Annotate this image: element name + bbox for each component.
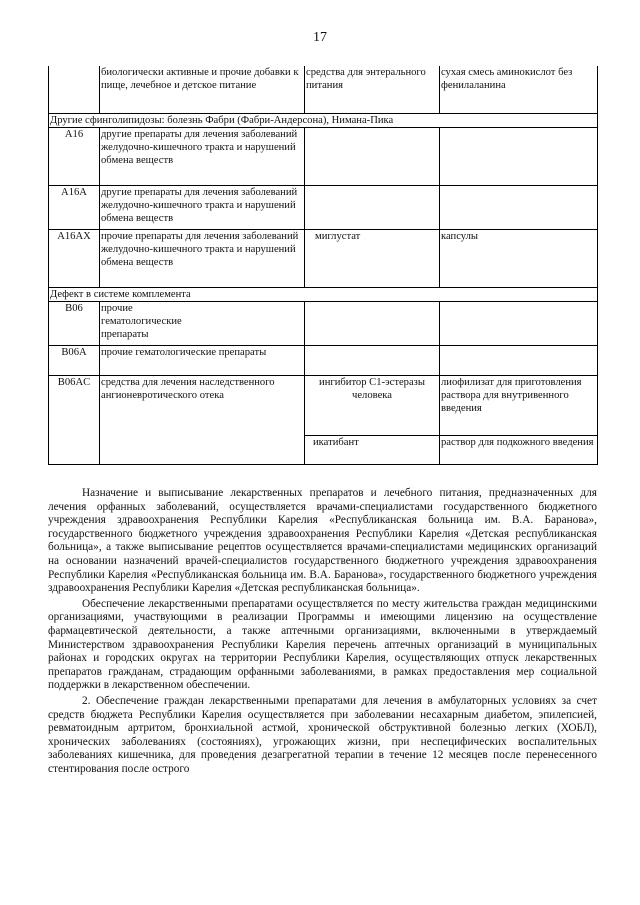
drug-group: прочие препараты для лечения заболеваний желудочно-кишечного тракта и нарушений обмена веществ bbox=[100, 229, 305, 287]
table-row bbox=[49, 345, 598, 375]
table-row bbox=[49, 127, 598, 185]
section-heading: Другие сфинголипидозы: болезнь Фабри (Фабри-Андерсона), Нимана-Пика bbox=[49, 113, 598, 127]
table-row bbox=[49, 435, 598, 464]
table-row bbox=[49, 301, 598, 345]
paragraph: Назначение и выписывание лекарственных препаратов и лечебного питания, предназначенных для лечения орфанных заболеваний, осуществляется врачами-специалистами государственного бюджетного учреждения здравоохранения Республики Карелия «Республиканская больница им. В.А. Баранова», государственного бюджетного учреждения здравоохранения Республики Карелия «Детская республиканская больница», а также выписывание рецептов осуществляется врачами-специалистами медицинских организаций на основании назначений врачей-специалистов государственного бюджетного учреждения здравоохранения Республики Карелия «Республиканская больница им. В.А. Баранова», государственного бюджетного учреждения здравоохранения Республики Карелия «Детская республиканская больница». bbox=[48, 487, 597, 595]
dosage-form bbox=[440, 345, 598, 375]
dosage-form: капсулы bbox=[440, 229, 598, 287]
drug-name: средства для энтерального питания bbox=[305, 66, 440, 113]
table-row bbox=[49, 185, 598, 229]
atc-code: B06 bbox=[49, 301, 100, 345]
dosage-form: лиофилизат для приготовления раствора для внутривенного введения bbox=[440, 375, 598, 435]
atc-code: A16A bbox=[49, 185, 100, 229]
atc-code: B06AC bbox=[49, 375, 100, 435]
drug-group: другие препараты для лечения заболеваний желудочно-кишечного тракта и нарушений обмена веществ bbox=[100, 127, 305, 185]
dosage-form bbox=[440, 301, 598, 345]
drug-name bbox=[305, 127, 440, 185]
drug-table bbox=[48, 66, 598, 465]
atc-code: B06A bbox=[49, 345, 100, 375]
paragraph: Обеспечение лекарственными препаратами осуществляется по месту жительства граждан медицинскими организациями, участвующими в реализации Программы и имеющими лицензию на осуществление фармацевтической деятельности, а также аптечными организациями, включенными в утверждаемый Министерством здравоохранения Республики Карелия перечень аптечных организаций в муниципальных районах и городских округах на территории Республики Карелия, осуществляющих отпуск лекарственных препаратов гражданам, страдающим орфанными заболеваниями, в рамках предоставления мер социальной поддержки в лекарственном обеспечении. bbox=[48, 597, 597, 692]
table-section-row bbox=[49, 113, 598, 127]
drug-name bbox=[305, 301, 440, 345]
drug-group: другие препараты для лечения заболеваний желудочно-кишечного тракта и нарушений обмена веществ bbox=[100, 185, 305, 229]
drug-group: биологически активные и прочие добавки к пище, лечебное и детское питание bbox=[100, 66, 305, 113]
section-heading: Дефект в системе комплемента bbox=[49, 287, 598, 301]
drug-name: ингибитор C1-эстеразы человека bbox=[305, 375, 440, 435]
paragraph: 2. Обеспечение граждан лекарственными препаратами для лечения в амбулаторных условиях за счет средств бюджета Республики Карелия осуществляется при заболевании несахарным диабетом, эпилепсией, ревматоидным артритом, бронхиальной астмой, хронической обструктивной болезнью легких (ХОБЛ), хронических заболеваниях (состояниях), угрожающих жизни, при неспецифических воспалительных заболеваниях кишечника, для проведения дезагрегатной терапии в течение 12 месяцев после перенесенного стентирования после острого bbox=[48, 694, 597, 775]
page-number: 17 bbox=[313, 30, 327, 45]
drug-name bbox=[305, 185, 440, 229]
table-row bbox=[49, 375, 598, 435]
dosage-form: раствор для подкожного введения bbox=[440, 435, 598, 464]
atc-code: A16 bbox=[49, 127, 100, 185]
table-section-row bbox=[49, 287, 598, 301]
drug-name: миглустат bbox=[305, 229, 440, 287]
atc-code bbox=[49, 66, 100, 113]
drug-group: средства для лечения наследственного ангионевротического отека bbox=[100, 375, 305, 435]
drug-group: прочие гематологические препараты bbox=[100, 345, 305, 375]
body-text bbox=[48, 487, 597, 778]
drug-name bbox=[305, 345, 440, 375]
atc-code bbox=[49, 435, 100, 464]
atc-code: A16AX bbox=[49, 229, 100, 287]
dosage-form bbox=[440, 127, 598, 185]
drug-group bbox=[100, 435, 305, 464]
drug-group: прочие гематологические препараты bbox=[100, 301, 305, 345]
table-row bbox=[49, 66, 598, 113]
drug-name: икатибант bbox=[305, 435, 440, 464]
table-row bbox=[49, 229, 598, 287]
dosage-form bbox=[440, 185, 598, 229]
dosage-form: сухая смесь аминокислот без фенилаланина bbox=[440, 66, 598, 113]
